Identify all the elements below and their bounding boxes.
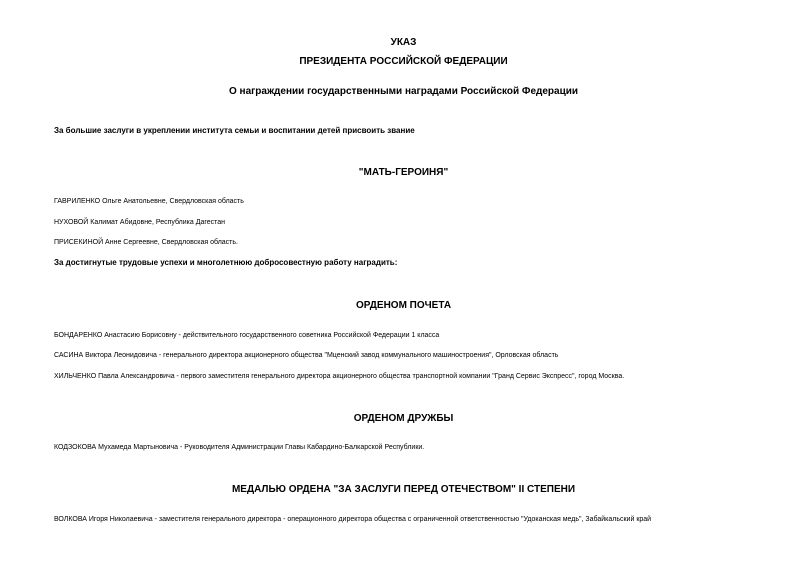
section-title-order-friendship: ОРДЕНОМ ДРУЖБЫ	[353, 413, 454, 424]
recipient-item: ПРИСЕКИНОЙ Анне Сергеевне, Свердловская область.	[54, 239, 238, 246]
recipient-item: КОДЗОКОВА Мухамеда Мартыновича - Руководителя Администрации Главы Кабардино-Балкарской Республики.	[54, 444, 425, 451]
recipient-item: ГАВРИЛЕНКО Ольге Анатольевне, Свердловская область	[54, 198, 244, 205]
section-title-medal-merit: МЕДАЛЬЮ ОРДЕНА "ЗА ЗАСЛУГИ ПЕРЕД ОТЕЧЕСТВОМ" II СТЕПЕНИ	[231, 484, 576, 495]
recipient-item: НУХОВОЙ Калимат Абидовне, Республика Дагестан	[54, 219, 226, 226]
decree-title: УКАЗ	[390, 37, 417, 48]
section-title-mother-heroine: "МАТЬ-ГЕРОИНЯ"	[358, 167, 449, 178]
section-title-order-honor: ОРДЕНОМ ПОЧЕТА	[355, 300, 452, 311]
recipient-item: ХИЛЬЧЕНКО Павла Александровича - первого заместителя генерального директора акционерного общества транспортной компании "Гранд Сервис Экспресс", город Москва.	[54, 373, 625, 380]
intro-work: За достигнутые трудовые успехи и многолетнюю добросовестную работу наградить:	[54, 258, 398, 267]
intro-family: За большие заслуги в укреплении института семьи и воспитании детей присвоить звание	[54, 126, 415, 135]
recipient-item: САСИНА Виктора Леонидовича - генерального директора акционерного общества "Мценский завод коммунального машиностроения", Орловская область	[54, 352, 559, 359]
decree-issuer: ПРЕЗИДЕНТА РОССИЙСКОЙ ФЕДЕРАЦИИ	[299, 56, 508, 67]
decree-subject: О награждении государственными наградами Российской Федерации	[228, 86, 579, 97]
recipient-item: ВОЛКОВА Игоря Николаевича - заместителя генерального директора - операционного директора общества с ограниченной ответственностью "Удоканская медь", Забайкальский край	[54, 516, 652, 523]
recipient-item: БОНДАРЕНКО Анастасию Борисовну - действительного государственного советника Российской Федерации 1 класса	[54, 332, 440, 339]
